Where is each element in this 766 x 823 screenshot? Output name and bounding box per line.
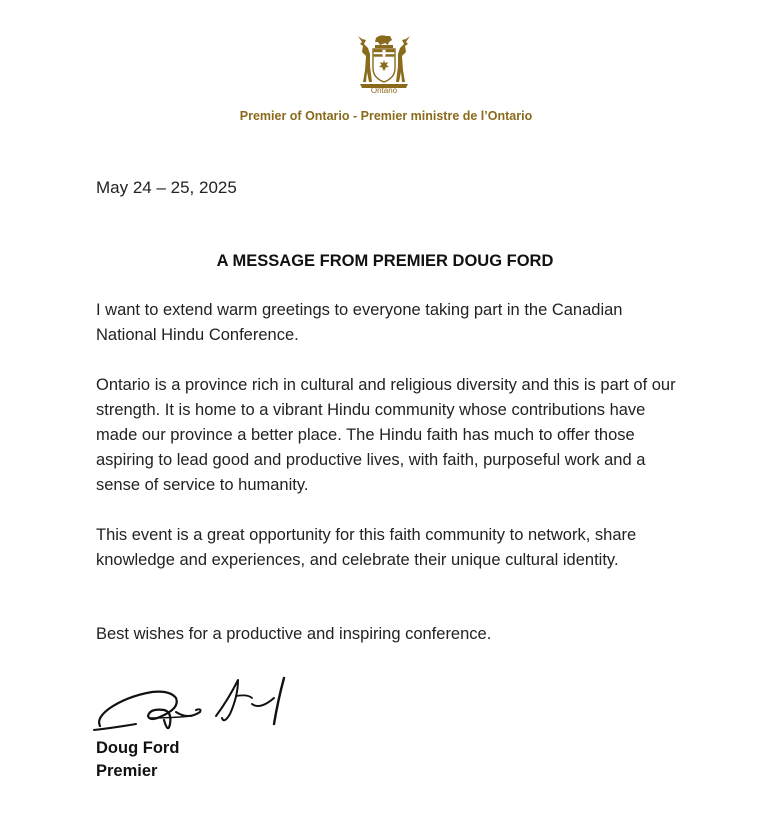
letter-heading: A MESSAGE FROM PREMIER DOUG FORD [216, 252, 554, 270]
letter-date: May 24 – 25, 2025 [96, 178, 237, 197]
paragraph-opportunity: This event is a great opportunity for this faith community to network, share knowledge and experiences, and celebrate their unique cultural identity. [96, 526, 637, 569]
ontario-coat-of-arms-icon [350, 30, 418, 98]
office-title: Premier of Ontario - Premier ministre de l’Ontario [239, 109, 533, 123]
paragraph-closing: Best wishes for a productive and inspiring conference. [96, 625, 492, 643]
signer-name: Doug Ford [96, 739, 180, 757]
paragraph-greeting: I want to extend warm greetings to everyone taking part in the Canadian National Hindu Conference. [96, 301, 623, 344]
paragraph-diversity: Ontario is a province rich in cultural and religious diversity and this is part of our strength. It is home to a vibrant Hindu community whose contributions have made our province a better place. The Hindu faith has much to offer those aspiring to lead good and productive lives, with faith, purposeful work and a sense of service to humanity. [96, 376, 676, 494]
signer-title: Premier [96, 762, 158, 780]
crest-caption: Ontario [370, 86, 398, 95]
handwritten-signature-icon [92, 668, 302, 738]
